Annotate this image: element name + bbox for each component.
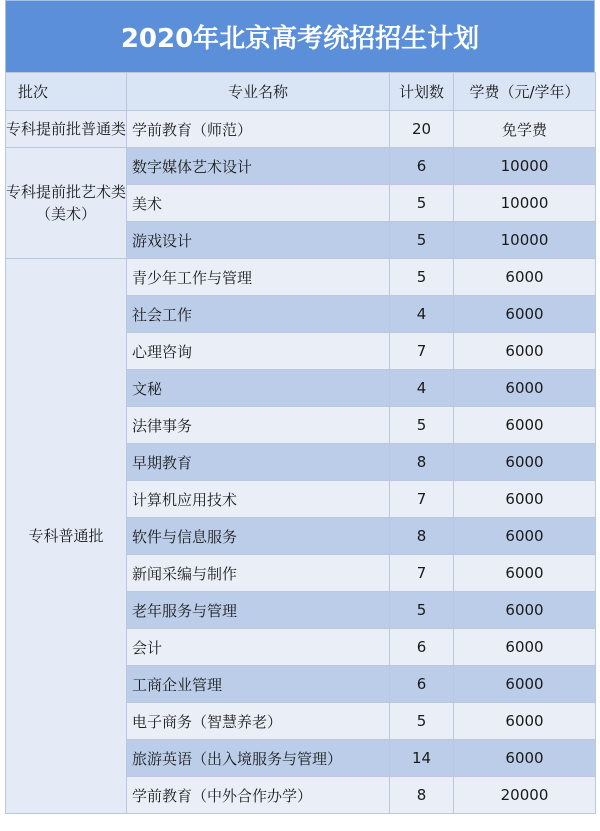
plan-cell: 6 (390, 629, 454, 666)
major-cell: 社会工作 (127, 296, 390, 333)
fee-cell: 6000 (454, 444, 596, 481)
fee-cell: 6000 (454, 296, 596, 333)
plan-cell: 20 (390, 111, 454, 148)
major-cell: 学前教育（中外合作办学） (127, 777, 390, 814)
fee-cell: 6000 (454, 555, 596, 592)
major-cell: 计算机应用技术 (127, 481, 390, 518)
plan-table (5, 72, 596, 814)
plan-cell: 5 (390, 185, 454, 222)
fee-cell: 6000 (454, 481, 596, 518)
fee-cell: 6000 (454, 518, 596, 555)
major-cell: 游戏设计 (127, 222, 390, 259)
major-cell: 电子商务（智慧养老） (127, 703, 390, 740)
major-cell: 文秘 (127, 370, 390, 407)
major-cell: 老年服务与管理 (127, 592, 390, 629)
plan-cell: 5 (390, 407, 454, 444)
table-row (6, 111, 596, 148)
fee-cell: 免学费 (454, 111, 596, 148)
major-cell: 会计 (127, 629, 390, 666)
major-cell: 旅游英语（出入境服务与管理） (127, 740, 390, 777)
plan-header: 计划数 (390, 73, 454, 111)
fee-cell: 10000 (454, 148, 596, 185)
plan-cell: 7 (390, 555, 454, 592)
plan-cell: 5 (390, 222, 454, 259)
fee-cell: 6000 (454, 259, 596, 296)
fee-cell: 6000 (454, 666, 596, 703)
fee-cell: 6000 (454, 333, 596, 370)
major-cell: 软件与信息服务 (127, 518, 390, 555)
major-cell: 工商企业管理 (127, 666, 390, 703)
major-cell: 学前教育（师范） (127, 111, 390, 148)
plan-cell: 5 (390, 592, 454, 629)
fee-cell: 10000 (454, 185, 596, 222)
plan-cell: 14 (390, 740, 454, 777)
batch-header: 批次 (6, 73, 127, 111)
plan-cell: 5 (390, 259, 454, 296)
batch-cell: 专科提前批普通类 (6, 111, 127, 148)
fee-cell: 6000 (454, 592, 596, 629)
fee-cell: 10000 (454, 222, 596, 259)
table-row (6, 148, 596, 185)
major-cell: 美术 (127, 185, 390, 222)
plan-cell: 7 (390, 333, 454, 370)
plan-cell: 8 (390, 518, 454, 555)
table-row (6, 259, 596, 296)
plan-cell: 7 (390, 481, 454, 518)
fee-header: 学费（元/学年） (454, 73, 596, 111)
plan-cell: 4 (390, 296, 454, 333)
fee-cell: 6000 (454, 629, 596, 666)
major-cell: 心理咨询 (127, 333, 390, 370)
plan-cell: 4 (390, 370, 454, 407)
major-cell: 法律事务 (127, 407, 390, 444)
admission-plan-sheet (5, 0, 595, 829)
page-title: 2020年北京高考统招招生计划 (5, 0, 595, 72)
plan-cell: 8 (390, 777, 454, 814)
major-header: 专业名称 (127, 73, 390, 111)
fee-cell: 6000 (454, 407, 596, 444)
major-cell: 新闻采编与制作 (127, 555, 390, 592)
plan-cell: 5 (390, 703, 454, 740)
plan-cell: 6 (390, 148, 454, 185)
fee-cell: 20000 (454, 777, 596, 814)
fee-cell: 6000 (454, 370, 596, 407)
fee-cell: 6000 (454, 740, 596, 777)
major-cell: 青少年工作与管理 (127, 259, 390, 296)
major-cell: 数字媒体艺术设计 (127, 148, 390, 185)
plan-cell: 6 (390, 666, 454, 703)
major-cell: 早期教育 (127, 444, 390, 481)
batch-cell: 专科提前批艺术类（美术） (6, 148, 127, 259)
batch-cell: 专科普通批 (6, 259, 127, 814)
plan-cell: 8 (390, 444, 454, 481)
fee-cell: 6000 (454, 703, 596, 740)
header-row (6, 73, 596, 111)
